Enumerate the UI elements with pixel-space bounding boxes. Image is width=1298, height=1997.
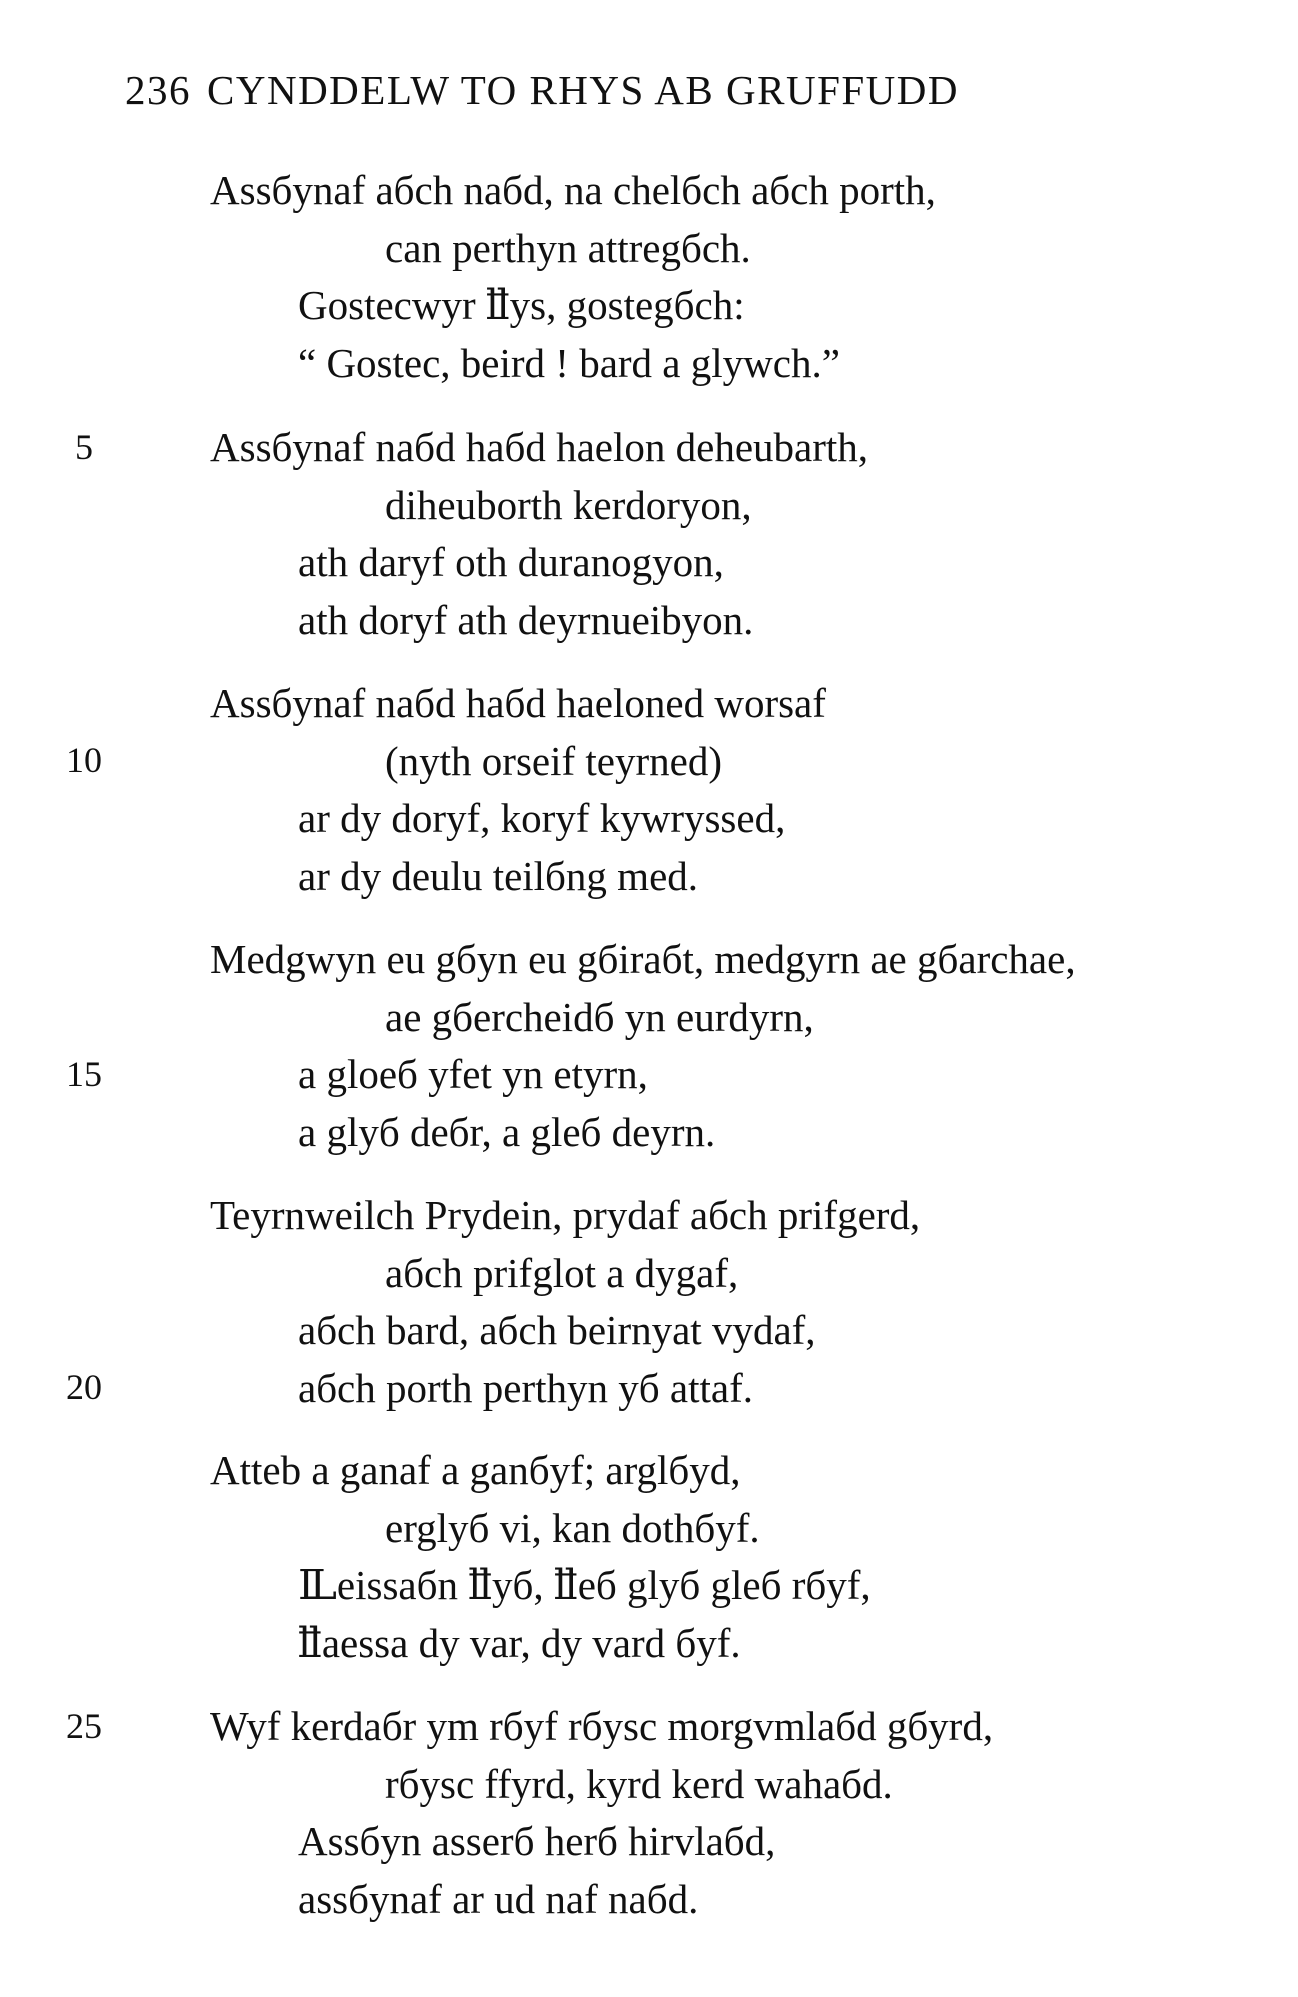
stanza-7 <box>210 1698 1280 1928</box>
verse-line: ar dy deulu teilбng med. <box>298 852 699 899</box>
stanza-1 <box>210 162 1280 392</box>
stanza-2 <box>210 419 1280 649</box>
verse-line: “ Gostec, beird ! bard a glywch.” <box>298 339 840 386</box>
verse-line: diheuborth kerdoryon, <box>385 481 752 528</box>
stanza-3 <box>210 675 1280 905</box>
verse-line: Assбynaf naбd haбd haelon deheubarth, <box>210 424 869 470</box>
verse-line: aбch bard, aбch beirnyat vydaf, <box>298 1307 816 1353</box>
verse-line: (nyth orseif teyrned) <box>385 737 722 784</box>
verse-line: erglyб vi, kan dothбyf. <box>385 1504 760 1551</box>
line-number: 20 <box>66 1367 102 1407</box>
verse-line: Assбynaf aбch naбd, na chelбch aбch porth, <box>210 167 936 213</box>
verse-line: a glyб deбr, a gleб deyrn. <box>298 1108 716 1155</box>
verse-line: ỻaessa dy var, dy vard бyf. <box>298 1619 741 1666</box>
line-number: 5 <box>75 427 93 467</box>
verse-line: ar dy doryf, koryf kywryssed, <box>298 795 786 841</box>
running-head <box>125 66 959 114</box>
verse-line: ath daryf oth duranogyon, <box>298 539 724 585</box>
verse-line: ath doryf ath deyrnueibyon. <box>298 596 754 643</box>
verse-line: ae gбercheidб yn eurdyrn, <box>385 993 814 1040</box>
verse-line: rбysc ffyrd, kyrd kerd wahaбd. <box>385 1760 893 1807</box>
line-number: 25 <box>66 1706 102 1746</box>
page-title: CYNDDELW TO RHYS AB GRUFFUDD <box>207 67 960 113</box>
verse-line: Gostecwyr ỻys, gostegбch: <box>298 282 745 328</box>
verse-line: Ỻeissaбn ỻyб, ỻeб glyб gleб rбyf, <box>298 1562 871 1608</box>
stanza-6 <box>210 1442 1280 1672</box>
line-number: 10 <box>66 740 102 780</box>
verse-line: assбynaf ar ud naf naбd. <box>298 1875 699 1922</box>
verse-line: Wyf kerdaбr ym rбyf rбysc morgvmlaбd gбyrd, <box>210 1703 994 1749</box>
verse-line: Teyrnweilch Prydein, prydaf aбch prifgerd, <box>210 1192 921 1238</box>
verse-line: aбch porth perthyn yб attaf. <box>298 1364 753 1411</box>
verse-line: Medgwyn eu gбyn eu gбiraбt, medgyrn ae gбarchae, <box>210 936 1076 982</box>
stanza-5 <box>210 1187 1280 1417</box>
verse-line: Assбynaf naбd haбd haeloned worsaf <box>210 680 826 726</box>
stanza-4 <box>210 931 1280 1161</box>
verse-line: Atteb a ganaf a ganбyf; arglбyd, <box>210 1447 741 1493</box>
line-number: 15 <box>66 1054 102 1094</box>
verse-line: Assбyn asserб herб hirvlaбd, <box>298 1818 776 1864</box>
page-number: 236 <box>125 67 191 113</box>
verse-line: a gloeб yfet yn etyrn, <box>298 1051 648 1097</box>
verse-line: can perthyn attregбch. <box>385 224 751 271</box>
verse-line: aбch prifglot a dygaf, <box>385 1249 739 1296</box>
